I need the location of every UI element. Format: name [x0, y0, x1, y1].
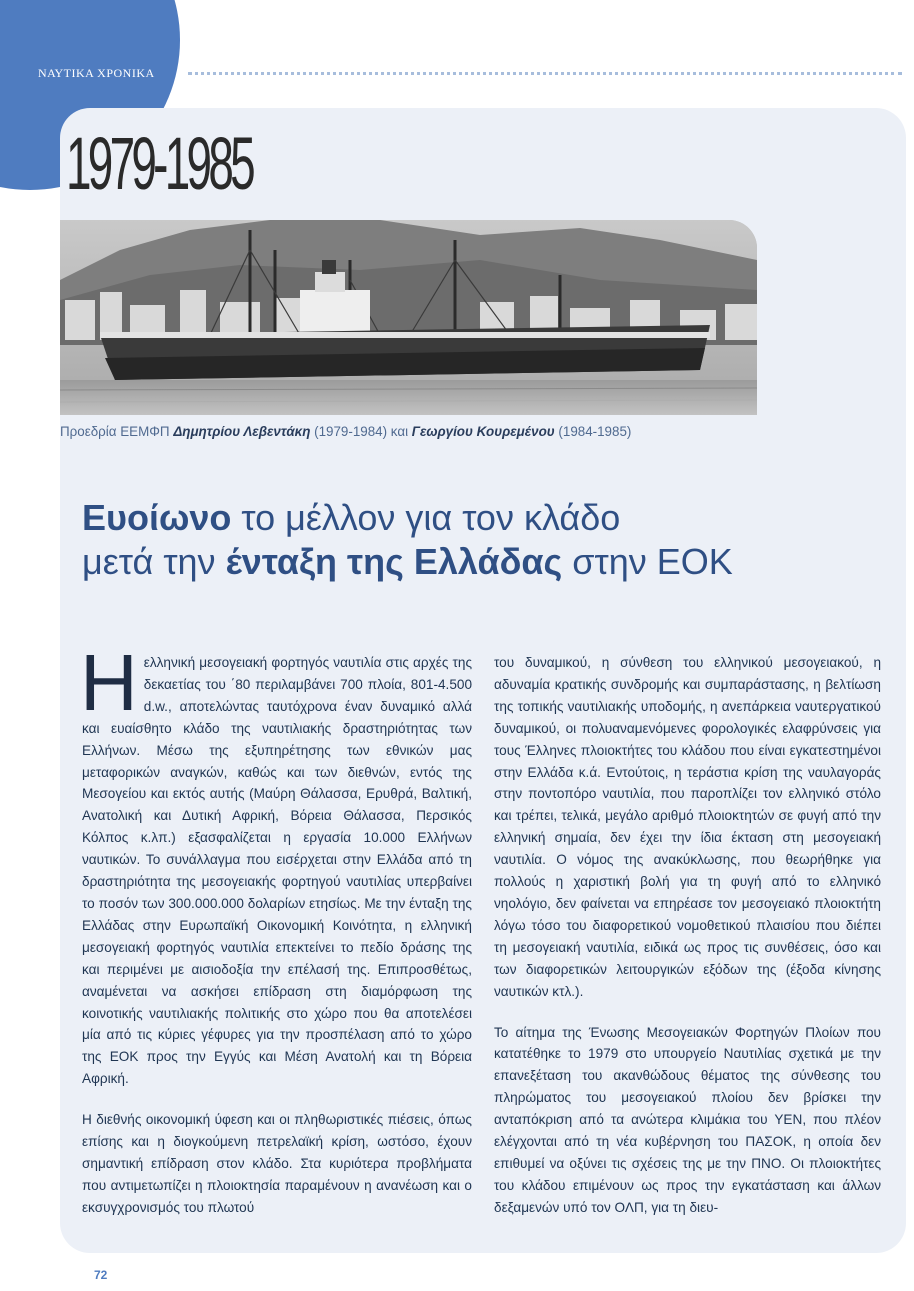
body-column-right	[494, 652, 881, 1219]
paragraph-4: Το αίτημα της Ένωσης Μεσογειακών Φορτηγών Πλοίων που κατατέθηκε το 1979 στο υπουργείο Ναυτιλίας σχετικά με την επανεξέταση του ακανθώδους θέματος της σύνθεσης του πληρώματος του μεσογειακού πλοίου δεν βρίσκει την ανταπόκριση από τα ανώτερα κλιμάκια του ΥΕΝ, που πλέον ελέγχονται από τη νέα κυβέρνηση του ΠΑΣΟΚ, η οποία δεν επιθυμεί να οξύνει τις σχέσεις της με την ΠΝΟ. Οι πλοιοκτήτες του κλάδου επιμένουν ως προς την εγκατάσταση και άλλων δεξαμενών υπό τον ΟΛΠ, για τη διευ-	[494, 1024, 881, 1215]
headline-bold-1: Ευοίωνο	[82, 497, 232, 538]
ship-photo	[60, 220, 757, 415]
section-label: ΝΑΥΤΙΚΑ ΧΡΟΝΙΚΑ	[38, 66, 155, 80]
paragraph-1	[80, 638, 472, 1090]
headline-text-1: το μέλλον για τον κλάδο	[231, 497, 621, 538]
paragraph-2: Η διεθνής οικονομική ύφεση και οι πληθωριστικές πιέσεις, όπως επίσης και η διογκούμενη πετρελαϊκή κρίση, ωστόσο, έχουν σημαντική επίδραση στον κλάδο. Στα κυριότερα προβλήματα που αντιμετωπίζει η πλοιοκτησία παραμένουν η ανανέωση και ο εκσυγχρονισμός του πλωτού	[82, 1112, 472, 1215]
caption-name-1: Δημητρίου Λεβεντάκη	[173, 424, 311, 439]
paragraph-1-text: ελληνική μεσογειακή φορτηγός ναυτιλία στις αρχές της δεκαετίας του ΄80 περιλαμβάνει 700 πλοία, 801-4.500 d.w., αποτελώντας ταυτόχρονα έναν δυναμικό αλλά και ευαίσθητο κλάδο της ναυτιλιακής δραστηριότητας των Ελλήνων. Μέσω της εξυπηρέτησης των εθνικών μας μεταφορικών αναγκών, καθώς και των διεθνών, εντός της Μεσογείου και εκτός αυτής (Μαύρη Θάλασσα, Ερυθρά, Βαλτική, Ανατολική και Δυτική Αφρική, Βόρεια Θάλασσα, Περσικός Κόλπος κ.λπ.) εξασφαλίζεται η εργασία 10.000 Ελλήνων ναυτικών. Το συνάλλαγμα που εισέρχεται στην Ελλάδα από τη δραστηριότητα της μεσογειακής φορτηγού ναυτιλίας υπερβαίνει το ποσόν των 300.000.000 δολαρίων ετησίως. Με την ένταξη της Ελλάδας στην Ευρωπαϊκή Οικονομική Κοινότητα, η ελληνική μεσογειακή φορτηγός ναυτιλία επεκτείνει το πεδίο δράσης της και περιμένει με αισιοδοξία την επέλασή της. Επιπροσθέτως, αναμένεται να ασκήσει επίδραση στη διαμόρφωση της κοινοτικής ναυτιλιακής πολιτικής στο χώρο που θα αποτελέσει μία από τις κύριες γέφυρες για την προσπέλαση από το χώρο της ΕΟΚ προς την Εγγύς και Μέση Ανατολή και τη Βόρεια Αφρική.	[82, 655, 472, 1087]
headline-text-2: μετά την	[82, 541, 226, 582]
paragraph-3: του δυναμικού, η σύνθεση του ελληνικού μεσογειακού, η αδυναμία κρατικής συνδρομής και συμπαράστασης, η βελτίωση της τοπικής ναυτιλιακής υποδομής, η ανεπάρκεια ναυτεργατικού δυναμικού, οι πολυαναμενόμενες φορολογικές ελαφρύνσεις για τους Έλληνες πλοιοκτήτες του κλάδου που είναι εγκατεστημένοι στην Ελλάδα κ.ά. Εντούτοις, η τεράστια κρίση της ναυλαγοράς στην ποντοπόρο ναυτιλία, που παροπλίζει τον ελληνικό στόλο και τρέπει, τελικά, μεγάλο αριθμό πλοιοκτητών σε φυγή από την ελληνική σημαία, δεν έχει την ίδια έκταση στη μεσογειακή ναυτιλία. Ο νόμος της ανακύκλωσης, που θεωρήθηκε για πολλούς η χαριστική βολή για τη φυγή από το ελληνικό νηολόγιο, δεν φαίνεται να επηρέασε τον μεσογειακό πλοιοκτήτη λόγω τόσο του διαφορετικού νομοθετικού πλαισίου που διέπει τη μεσογειακή ναυτιλία, ειδικά ως προς τις συνθέσεις, όσο και των διαφορετικών λειτουργικών εξόδων της (έξοδα κίνησης ναυτικών κτλ.).	[494, 655, 881, 999]
year-heading: 1979-1985	[66, 122, 252, 205]
caption-name-2: Γεωργίου Κουρεμένου	[411, 424, 555, 439]
caption-years-2: (1984-1985)	[554, 424, 632, 439]
caption-prefix: Προεδρία ΕΕΜΦΠ	[60, 424, 174, 439]
article-headline	[82, 496, 882, 584]
headline-text-3: στην ΕΟΚ	[562, 541, 733, 582]
page-number: 72	[94, 1268, 108, 1282]
caption-years-1: (1979-1984) και	[310, 424, 412, 439]
drop-cap: Η	[80, 638, 138, 727]
ship-illustration	[60, 220, 757, 415]
headline-bold-2: ένταξη της Ελλάδας	[225, 541, 563, 582]
dotted-rule	[188, 72, 902, 75]
body-column-left	[80, 638, 472, 1219]
photo-caption	[60, 424, 780, 439]
